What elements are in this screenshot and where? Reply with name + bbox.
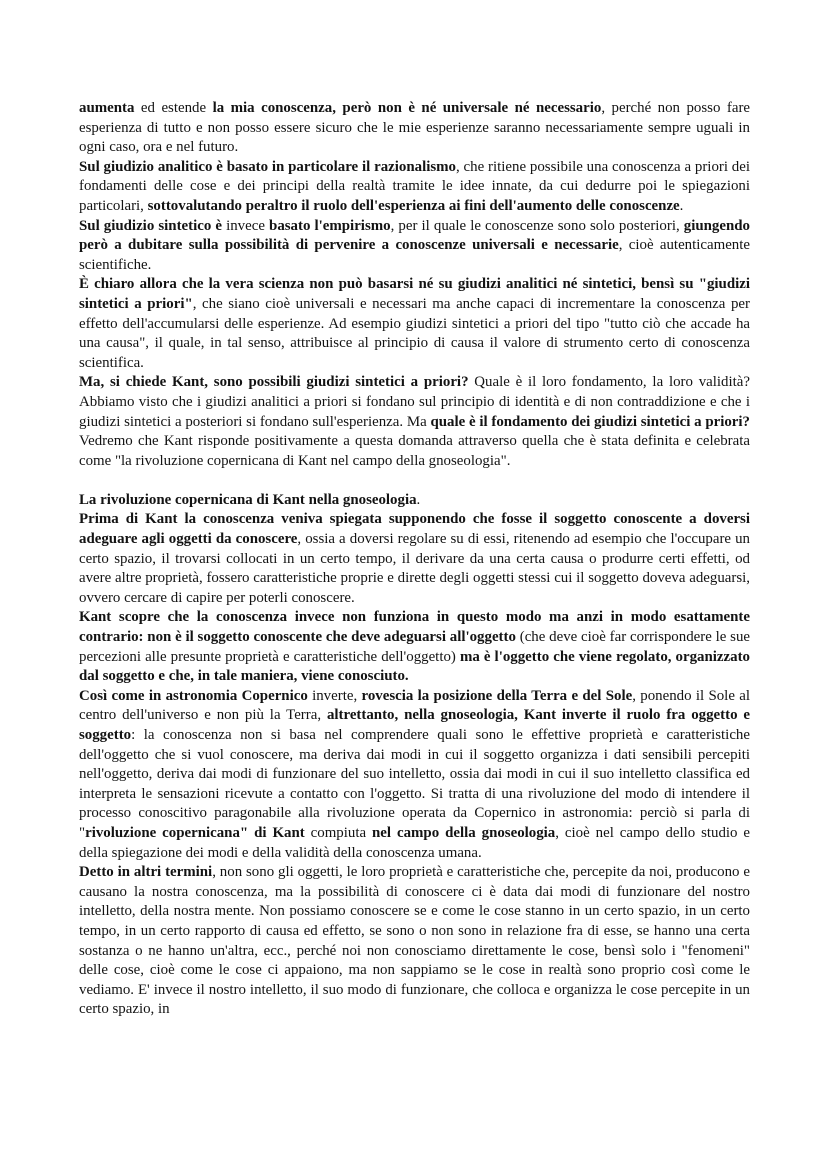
- text-run-bold: Prima di Kant la conoscenza veniva spiegata supponendo che fosse il soggetto conoscente a doversi adeguare agli oggetti da conoscere: [79, 511, 750, 548]
- text-run: , cioè autenticamente scientifiche.: [79, 237, 750, 273]
- text-run: Vedremo che Kant risponde positivamente a questa domanda attraverso quella che è stata definita e celebrata come "la rivoluzione copernicana di Kant nel campo della gnoseologia".: [79, 433, 750, 469]
- text-run: ed estende: [134, 100, 213, 116]
- text-run-bold: aumenta: [79, 100, 135, 116]
- paragraph-6: [79, 510, 750, 608]
- text-run: , non sono gli oggetti, le loro proprietà e caratteristiche che, percepite da noi, producono e causano la nostra conoscenza, ma la possibilità di conoscere ci è data dai modi di funzionare del nostro intelletto, della nostra mente. Non possiamo conoscere se e come le cose stanno in un certo spazio, in un certo tempo, in un certo rapporto di causa ed effetto, se sono o non sono in relazione fra di esse, se hanno una certa sostanza o ne hanno un'altra, ecc., perché noi non conosciamo direttamente le cose, bensì solo i "fenomeni" delle cose, cioè come le cose ci appaiono, ma non sappiamo se le cose in realtà sono proprio così come le vediamo. E' invece il nostro intelletto, il suo modo di funzionare, che colloca e organizza le cose percepite in un certo spazio, in: [79, 864, 750, 1018]
- text-run: inverte,: [307, 687, 362, 704]
- text-run-bold: rivoluzione copernicana" di Kant: [85, 824, 305, 841]
- text-run-bold: Ma, si chiede Kant, sono possibili giudizi sintetici a priori?: [79, 374, 469, 391]
- text-run: (che deve cioè far corrispondere le sue percezioni alle presunte proprietà e caratteristiche dell'oggetto): [79, 629, 750, 665]
- text-run-bold: Sul giudizio analitico è basato in particolare il razionalismo: [79, 158, 456, 175]
- paragraph-1: [79, 99, 750, 158]
- paragraph-2: [79, 158, 750, 217]
- paragraph-5: [79, 373, 750, 471]
- text-run: , cioè nel campo dello studio e della spiegazione dei modi e della validità della conoscenza umana.: [79, 824, 751, 861]
- text-run-bold: altrettanto, nella gnoseologia, Kant inverte il ruolo fra oggetto e soggetto: [79, 707, 750, 743]
- text-run: .: [416, 491, 421, 508]
- text-run: , per il quale le conoscenze sono solo posteriori,: [390, 217, 684, 234]
- text-run: , ponendo il Sole al centro dell'universo e non più la Terra,: [79, 687, 750, 724]
- text-run-bold: quale è il fondamento dei giudizi sintetici a priori?: [430, 413, 750, 430]
- paragraph-3: [79, 217, 750, 276]
- text-run-bold: sottovalutando peraltro il ruolo dell'esperienza ai fini dell'aumento delle conoscenze: [147, 197, 680, 214]
- text-run-bold: Sul giudizio sintetico è: [79, 217, 222, 234]
- text-run-bold: Kant scopre che la conoscenza invece non funziona in questo modo ma anzi in modo esattamente contrario: non è il soggetto conoscente che deve adeguarsi all'oggetto: [79, 609, 750, 646]
- section-heading: [79, 491, 750, 511]
- text-run-bold: Così come in astronomia Copernico: [79, 687, 308, 704]
- text-run: invece: [221, 217, 270, 234]
- text-run: .: [679, 197, 684, 214]
- text-run: , che ritiene possibile una conoscenza a priori dei fondamenti delle cose e dei principi della realtà tramite le idee innate, da cui dedurre poi le spiegazioni particolari,: [79, 158, 751, 214]
- text-run: , perché non posso fare esperienza di tutto e non posso essere sicuro che le mie esperienze saranno necessariamente sempre uguali in ogni caso, ora e nel futuro.: [79, 100, 751, 156]
- text-run-bold: basato l'empirismo: [269, 217, 391, 234]
- text-run-bold: La rivoluzione copernicana di Kant nella gnoseologia: [79, 491, 417, 508]
- paragraph-8: [79, 687, 750, 863]
- text-run-bold: È chiaro allora che la vera scienza non può basarsi né su giudizi analitici né sintetici, bensì su "giudizi sintetici a priori": [79, 276, 750, 312]
- text-run: Quale è il loro fondamento, la loro validità? Abbiamo visto che i giudizi analitici a priori si fondano sul principio di identità e di non contraddizione e che i giudizi sintetici a posteriori si fondano sull'esperienza. Ma: [79, 374, 750, 430]
- text-run: , che siano cioè universali e necessari ma anche capaci di incrementare la conoscenza per effetto dell'accumularsi delle esperienze. Ad esempio giudizi sintetici a priori del tipo "tutto ciò che accade ha una causa", il quale, in tal senso, attribuisce al principio di causa il valore di strumento certo di conoscenza scientifica.: [79, 295, 750, 371]
- paragraph-7: [79, 608, 750, 686]
- text-run-bold: giungendo però a dubitare sulla possibilità di pervenire a conoscenze universali e necessarie: [79, 217, 750, 254]
- text-run-bold: Detto in altri termini: [79, 864, 213, 881]
- text-run-bold: nel campo della gnoseologia: [372, 824, 556, 841]
- paragraph-4: [79, 275, 750, 373]
- text-run-bold: la mia conoscenza, però non è né universale né necessario: [212, 100, 602, 116]
- text-body: [79, 99, 750, 1020]
- text-run-bold: rovescia la posizione della Terra e del Sole: [361, 687, 633, 704]
- text-run: , ossia a doversi regolare su di essi, ritenendo ad esempio che l'occupare un certo spazio, il trovarsi collocati in un certo tempo, il derivare da una certa causa o produrre certi effetti, od avere altre proprietà, fossero caratteristiche proprie e dirette degli oggetti stessi cui il soggetto doveva adeguarsi, ovvero cercare di capire per poterli conoscere.: [79, 531, 751, 606]
- text-run: : la conoscenza non si basa nel comprendere quali sono le effettive proprietà e caratteristiche dell'oggetto che si vuol conoscere, ma deriva dai modi in cui il soggetto organizza i dati sensibili percepiti nell'oggetto, deriva dai modi di funzionare del suo intelletto, ossia dai modi in cui il suo intelletto classifica ed interpreta le sensazioni ricevute a contatto con l'oggetto. Si tratta di una rivoluzione del modo di intendere il processo conoscitivo paragonabile alla rivoluzione operata da Copernico in astronomia: perciò si parla di ": [79, 727, 750, 841]
- text-run: compiuta: [304, 824, 373, 841]
- paragraph-9: [79, 863, 750, 1020]
- text-run-bold: ma è l'oggetto che viene regolato, organizzato dal soggetto e che, in tale maniera, viene conosciuto.: [79, 648, 750, 685]
